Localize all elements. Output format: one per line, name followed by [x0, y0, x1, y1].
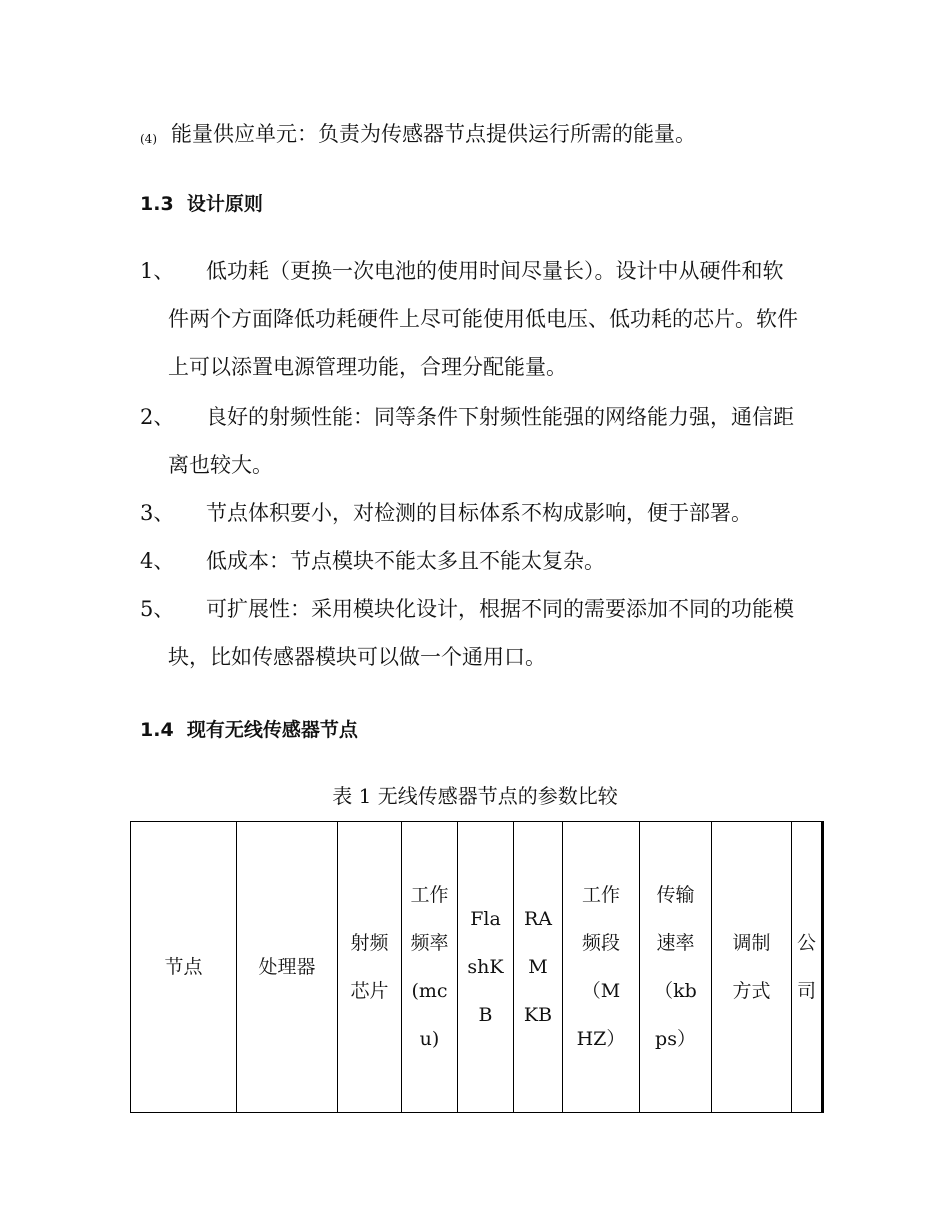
principle-text-cont: 件两个方面降低功耗硬件上尽可能使用低电压、低功耗的芯片。软件 — [168, 307, 798, 331]
section-title: 现有无线传感器节点 — [186, 719, 358, 741]
paragraph-energy-supply — [140, 118, 696, 148]
header-cell-rate: 传输速率（kbps） — [640, 822, 712, 1113]
principle-number: 2、 — [140, 405, 175, 429]
principle-number: 5、 — [140, 597, 175, 621]
principle-text-cont: 离也较大。 — [168, 453, 273, 477]
principle-item-1 — [140, 247, 820, 391]
header-cell-band: 工作频段（MHZ） — [563, 822, 640, 1113]
header-cell-ram: RAMKB — [514, 822, 563, 1113]
principle-text-cont: 块，比如传感器模块可以做一个通用口。 — [168, 645, 546, 669]
header-cell-company: 公司 — [792, 822, 823, 1113]
principle-item-3 — [140, 489, 820, 537]
principle-number: 4、 — [140, 549, 175, 573]
header-cell-flash: FlashKB — [458, 822, 514, 1113]
section-number: 1.3 — [140, 193, 174, 215]
principle-number: 1、 — [140, 259, 175, 283]
header-cell-processor: 处理器 — [237, 822, 338, 1113]
principle-text: 节点体积要小，对检测的目标体系不构成影响，便于部署。 — [206, 501, 752, 525]
paragraph-text: 能量供应单元：负责为传感器节点提供运行所需的能量。 — [171, 122, 696, 146]
section-number: 1.4 — [140, 719, 174, 741]
principle-text-cont: 上可以添置电源管理功能，合理分配能量。 — [168, 355, 567, 379]
header-cell-modulation: 调制方式 — [712, 822, 792, 1113]
section-title: 设计原则 — [186, 193, 263, 215]
table-header-row — [131, 822, 823, 1113]
header-cell-node: 节点 — [131, 822, 237, 1113]
principle-item-4 — [140, 537, 820, 585]
section-heading-1-4 — [140, 715, 358, 742]
principle-item-5 — [140, 585, 820, 681]
section-heading-1-3 — [140, 189, 263, 216]
principle-text: 低成本：节点模块不能太多且不能太复杂。 — [206, 549, 605, 573]
principle-text: 低功耗（更换一次电池的使用时间尽量长）。设计中从硬件和软 — [206, 259, 784, 283]
table-caption: 表 1 无线传感器节点的参数比较 — [332, 784, 618, 808]
principle-number: 3、 — [140, 501, 175, 525]
parameter-table — [130, 821, 824, 1113]
principle-item-2 — [140, 393, 820, 489]
header-cell-rf-chip: 射频芯片 — [338, 822, 402, 1113]
principle-text: 良好的射频性能：同等条件下射频性能强的网络能力强，通信距 — [206, 405, 794, 429]
header-cell-mcu-frequency: 工作频率(mcu) — [402, 822, 458, 1113]
list-marker: (4) — [140, 132, 157, 146]
principle-text: 可扩展性：采用模块化设计，根据不同的需要添加不同的功能模 — [206, 597, 794, 621]
